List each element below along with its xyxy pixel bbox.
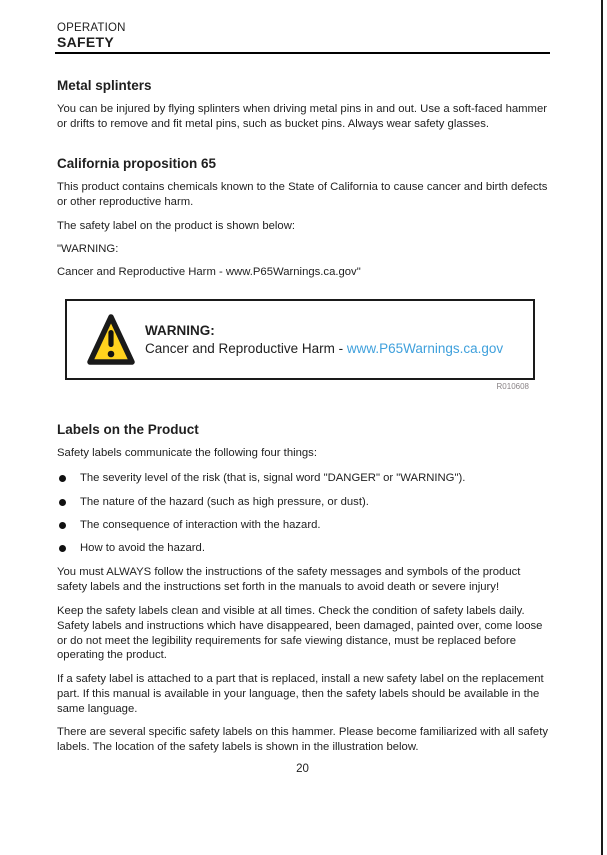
page-edge-line [601,0,603,855]
paragraph: This product contains chemicals known to the State of California to cause cancer and birth defects or other reproductive harm. [57,180,548,208]
list-item-text: The severity level of the risk (that is, signal word "DANGER" or "WARNING"). [80,472,466,485]
p65-warnings-link[interactable]: www.P65Warnings.ca.gov [346,340,504,356]
list-item-text: How to avoid the hazard. [80,542,205,555]
paragraph: Keep the safety labels clean and visible at all times. Check the condition of safety labels daily. Safety labels and instructions which have disappeared, been damaged, painted over, come loose or do not meet the legibility requirements for safe viewing distance, must be replaced before operating the product. [57,604,543,662]
bullet-icon [59,522,66,529]
paragraph: You must ALWAYS follow the instructions of the safety messages and symbols of the product safety labels and the instructions set forth in the manuals to avoid death or severe injury! [57,565,521,593]
warning-label-box [65,299,535,380]
list-item [57,541,548,556]
paragraph: "WARNING: [57,242,119,255]
figure-code: R010608 [496,382,529,392]
header-title: SAFETY [57,34,115,50]
section-heading-labels: Labels on the Product [57,422,199,438]
paragraph: You can be injured by flying splinters when driving metal pins in and out. Use a soft-faced hammer or drifts to remove and fit metal pins, such as bucket pins. Always wear safety glasses. [57,103,548,130]
header-category: OPERATION [57,22,126,34]
bullet-icon [59,499,66,506]
list-item [57,471,548,486]
warning-message [145,340,503,358]
page-number: 20 [296,762,309,775]
warning-triangle-icon [87,313,135,367]
list-item-text: The consequence of interaction with the hazard. [80,519,321,532]
list-item [57,518,548,533]
label-bullet-list [57,471,548,556]
paragraph: The safety label on the product is shown below: [57,219,296,232]
paragraph: Safety labels communicate the following four things: [57,447,317,460]
header-rule [55,52,550,54]
list-item [57,495,548,510]
warning-message-prefix: Cancer and Reproductive Harm - [145,340,347,356]
section-heading-metal-splinters: Metal splinters [57,78,152,93]
warning-signal-word: WARNING: [145,323,215,339]
paragraph: If a safety label is attached to a part that is replaced, install a new safety label on the replacement part. If this manual is available in your language, then the safety labels should be available in the same language. [57,673,544,716]
bullet-icon [59,475,66,482]
warning-label-text [145,322,503,357]
page-content [57,0,548,776]
list-item-text: The nature of the hazard (such as high pressure, or dust). [80,495,369,508]
bullet-icon [59,545,66,552]
paragraph: Cancer and Reproductive Harm - www.P65Warnings.ca.gov" [57,266,361,279]
paragraph: There are several specific safety labels on this hammer. Please become familiarized with all safety labels. The location of the safety labels is shown in the illustration below. [57,726,549,753]
section-heading-prop65: California proposition 65 [57,155,217,171]
